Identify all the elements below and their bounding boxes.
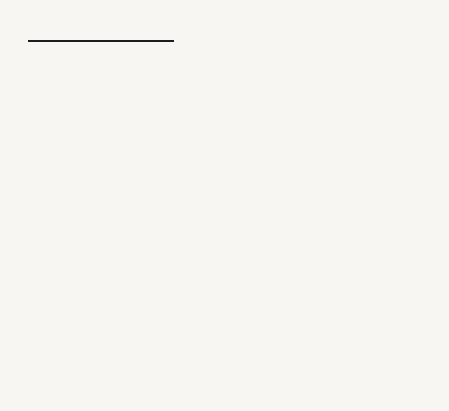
title-underline <box>28 40 174 42</box>
text-line <box>28 65 428 83</box>
text-line <box>28 137 428 155</box>
text-line <box>28 83 428 101</box>
text-line <box>28 173 428 191</box>
text-line <box>28 101 428 119</box>
text-line <box>60 47 428 65</box>
text-line <box>28 227 428 245</box>
text-line <box>28 155 428 173</box>
text-line <box>28 119 428 137</box>
text-line <box>28 191 428 209</box>
text-line <box>28 209 428 227</box>
text-line <box>28 245 428 263</box>
